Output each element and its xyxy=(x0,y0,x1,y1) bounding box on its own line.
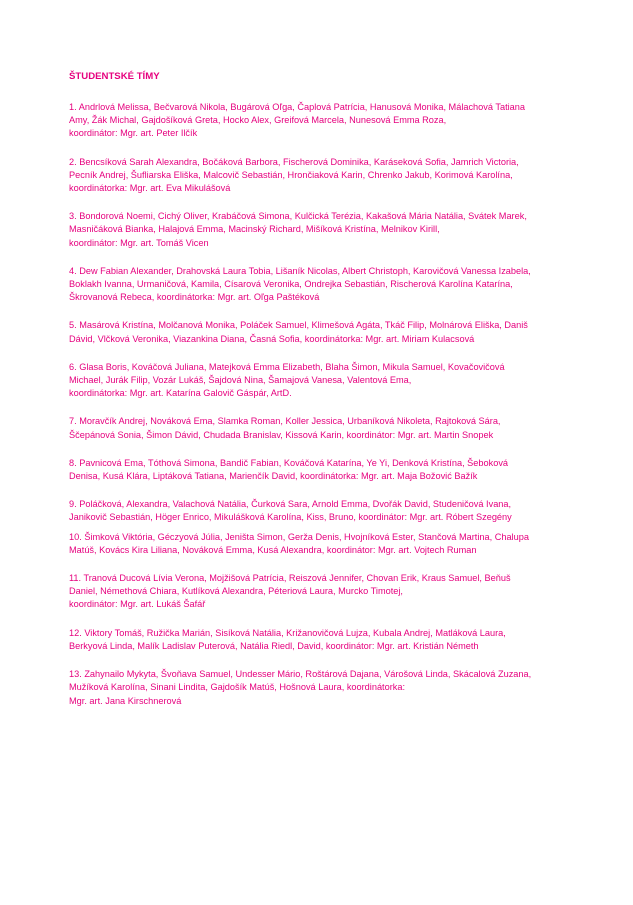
team-line: Matúš, Kovács Kira Liliana, Nováková Emma, Kusá Alexandra, koordinátor: Mgr. art. Vojtech Ruman xyxy=(69,544,477,555)
team-line: 2. Bencsíková Sarah Alexandra, Bočáková Barbora, Fischerová Dominika, Karáseková Sofia, Jamrich Victoria, xyxy=(69,156,519,167)
team-1 xyxy=(69,101,593,141)
team-8 xyxy=(69,457,593,483)
team-line: 3. Bondorová Noemi, Cichý Oliver, Krabáčová Simona, Kulčická Terézia, Kakašová Mária Natália, Svátek Marek, xyxy=(69,211,527,222)
team-7 xyxy=(69,415,593,441)
team-12 xyxy=(69,627,593,653)
team-line: 11. Tranová Ducová Lívia Verona, Mojžišová Patrícia, Reiszová Jennifer, Chovan Erik, Kraus Samuel, Beňuš xyxy=(69,573,511,584)
team-6 xyxy=(69,361,593,401)
team-line: Masničáková Bianka, Halajová Emma, Macinský Richard, Mišíková Kristína, Melnikov Kirill, xyxy=(69,224,440,235)
document-title: ŠTUDENTSKÉ TÍMY xyxy=(69,71,160,82)
team-line: Daniel, Némethová Chiara, Kutlíková Alexandra, Péteriová Laura, Murcko Timotej, xyxy=(69,586,403,597)
team-line: Mgr. art. Jana Kirschnerová xyxy=(69,695,182,706)
team-line: Dávid, Vlčková Veronika, Viazankina Diana, Časná Sofia, koordinátorka: Mgr. art. Miriam Kulacsová xyxy=(69,333,475,344)
team-line: Amy, Žák Michal, Gajdošíková Greta, Hocko Alex, Greifová Marcela, Nunesová Emma Roza, xyxy=(69,115,447,126)
team-line: 9. Poláčková, Alexandra, Valachová Natália, Čurková Sara, Arnold Emma, Dvořák David, Studeničová Ivana, xyxy=(69,499,512,510)
team-13 xyxy=(69,668,593,708)
team-line: 13. Zahynailo Mykyta, Švoňava Samuel, Undesser Mário, Roštárová Dajana, Várošová Linda, Skácalová Zuzana, xyxy=(69,669,532,680)
team-2 xyxy=(69,156,593,196)
team-line: 8. Pavnicová Ema, Tóthová Simona, Bandič Fabian, Kováčová Katarína, Ye Yi, Denková Kristína, Šeboková xyxy=(69,457,509,468)
team-line: Berkyová Linda, Malík Ladislav Puterová, Natália Riedl, David, koordinátor: Mgr. art. Kristián Németh xyxy=(69,640,479,651)
team-11 xyxy=(69,572,593,612)
team-line: koordinátorka: Mgr. art. Katarína Galovič Gáspár, ArtD. xyxy=(69,388,292,399)
team-line: Michael, Jurák Filip, Vozár Lukáš, Šajdová Nina, Šamajová Vanesa, Valentová Ema, xyxy=(69,375,412,386)
team-line: koordinátor: Mgr. art. Peter Ilčík xyxy=(69,128,198,139)
team-line: koordinátor: Mgr. art. Tomáš Vicen xyxy=(69,237,209,248)
team-line: koordinátorka: Mgr. art. Eva Mikulášová xyxy=(69,183,231,194)
team-3 xyxy=(69,210,593,250)
team-line: Pecník Andrej, Šufliarska Eliška, Malcovič Sebastián, Hrončiaková Karin, Chrenko Jakub, Korimová Karolína, xyxy=(69,169,513,180)
team-line: 1. Andrlová Melissa, Bečvarová Nikola, Bugárová Oľga, Čaplová Patrícia, Hanusová Monika, Málachová Tatiana xyxy=(69,102,525,112)
team-line: 10. Šimková Viktória, Géczyová Júlia, Jeništa Simon, Gerža Denis, Hvojníková Ester, Stančová Martina, Chalupa xyxy=(69,531,529,542)
team-line: 12. Viktory Tomáš, Ružička Marián, Sisíková Natália, Križanovičová Lujza, Kubala Andrej, Matláková Laura, xyxy=(69,627,506,638)
team-line: koordinátor: Mgr. art. Lukáš Šafář xyxy=(69,599,206,610)
team-line: Denisa, Kusá Klára, Liptáková Tatiana, Marienčík David, koordinátorka: Mgr. art. Maja Božović Bažík xyxy=(69,471,478,482)
team-line: 6. Glasa Boris, Kováčová Juliana, Matejková Emma Elizabeth, Blaha Šimon, Mikula Samuel, Kovačovičová xyxy=(69,361,505,372)
team-line: 5. Masárová Kristína, Molčanová Monika, Poláček Samuel, Klimešová Agáta, Tkáč Filip, Molnárová Eliška, Daniš xyxy=(69,320,528,331)
team-4 xyxy=(69,265,593,305)
team-line: 4. Dew Fabian Alexander, Drahovská Laura Tobia, Lišaník Nicolas, Albert Christoph, Karovičová Vanessa Izabela, xyxy=(69,265,531,276)
team-9 xyxy=(69,498,593,524)
team-line: Škrovanová Rebeca, koordinátorka: Mgr. art. Oľga Paštéková xyxy=(69,292,320,303)
team-line: 7. Moravčík Andrej, Nováková Ema, Slamka Roman, Koller Jessica, Urbaníková Nikoleta, Rajtoková Sára, xyxy=(69,416,501,427)
team-line: Janikovič Sebastián, Höger Enrico, Mikulášková Karolína, Kiss, Bruno, koordinátor: Mgr. art. Róbert Szegény xyxy=(69,512,512,523)
team-10 xyxy=(69,531,593,557)
team-line: Mužíková Karolína, Sinani Lindita, Gajdošík Matúš, Hošnová Laura, koordinátorka: xyxy=(69,682,406,693)
team-5 xyxy=(69,319,593,345)
team-list xyxy=(69,101,593,708)
team-line: Ščepánová Sonia, Šimon Dávid, Chudada Branislav, Kissová Karin, koordinátor: Mgr. art. Martin Snopek xyxy=(69,429,494,440)
team-line: Boklakh Ivanna, Urmaničová, Kamila, Císarová Veronika, Ondrejka Sebastián, Rischerová Karolína Katarína, xyxy=(69,279,513,290)
